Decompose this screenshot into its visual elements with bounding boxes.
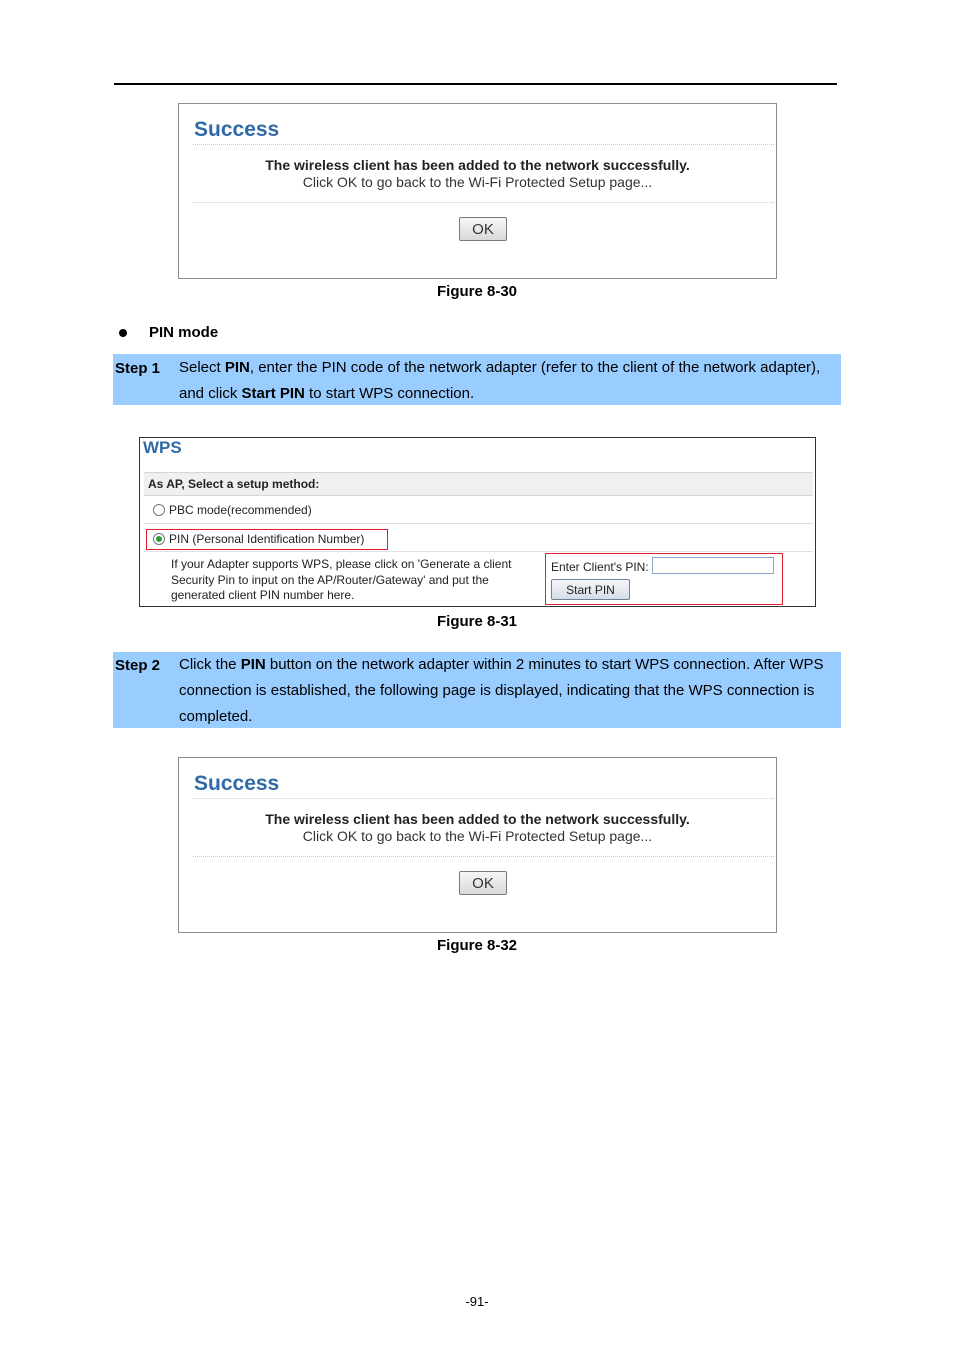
divider [193,856,774,857]
step-label: Step 1 [115,360,161,377]
step-2-box [113,652,841,728]
step-1-box [113,354,841,405]
pin-help-text: If your Adapter supports WPS, please click on 'Generate a client Security Pin to input on the AP/Router/Gateway' and put the generated client PIN number here. [171,557,512,602]
success-message: The wireless client has been added to the network successfully. [265,811,690,827]
setup-method-header [144,472,813,496]
bullet-icon [119,329,127,337]
start-pin-button[interactable]: Start PIN [551,579,630,600]
pin-option-row [144,524,813,552]
page-number: -91- [465,1294,489,1309]
success-instruction: Click OK to go back to the Wi-Fi Protected Setup page... [302,174,653,190]
success-panel-fig30 [178,103,777,279]
figure-caption: Figure 8-30 [436,283,518,300]
pbc-label: PBC mode(recommended) [169,503,312,517]
header-rule [114,83,837,85]
success-instruction: Click OK to go back to the Wi-Fi Protected Setup page... [302,828,653,844]
step-1-text: Select PIN, enter the PIN code of the network adapter (refer to the client of the network adapter), and click Start PIN to start WPS connection. [179,359,821,402]
wps-title: WPS [143,438,182,457]
figure-caption: Figure 8-32 [436,937,518,954]
bullet-label: PIN mode [149,324,219,341]
setup-method-label: As AP, Select a setup method: [148,477,320,491]
pin-entry-box [545,553,783,605]
ok-button[interactable]: OK [459,217,507,241]
client-pin-input[interactable] [652,557,774,574]
divider [193,798,774,799]
success-title: Success [194,118,280,141]
pin-radio[interactable] [153,533,165,545]
pin-option-label: PIN (Personal Identification Number) [169,532,365,546]
success-panel-fig32 [178,757,777,933]
divider [193,202,774,203]
pbc-option-row [144,496,813,524]
figure-caption: Figure 8-31 [436,613,518,630]
success-message: The wireless client has been added to the network successfully. [265,157,690,173]
wps-panel [139,437,816,607]
pbc-radio[interactable] [153,504,165,516]
ok-button[interactable]: OK [459,871,507,895]
pin-entry-label: Enter Client's PIN: [551,560,649,574]
step-label: Step 2 [115,657,161,674]
divider [193,144,774,145]
step-2-text: Click the PIN button on the network adapter within 2 minutes to start WPS connection. After WPS connection is established, the following page is displayed, indicating that the WPS connection is completed. [179,656,824,725]
success-title: Success [194,772,280,795]
